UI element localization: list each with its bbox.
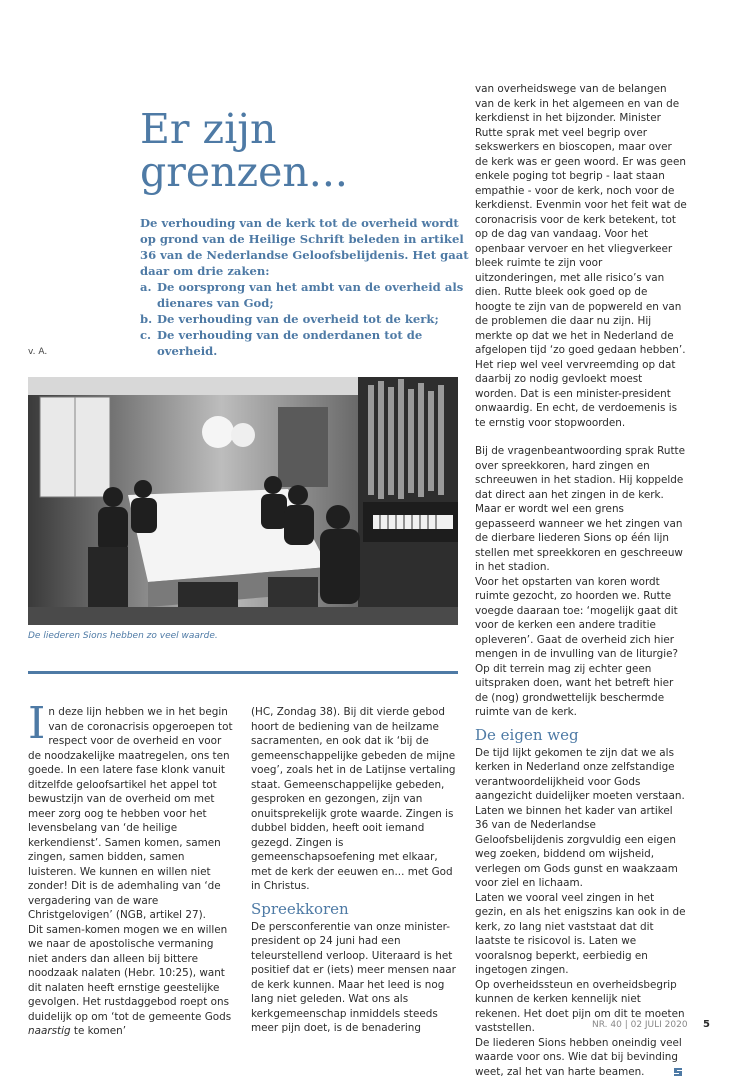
column-1 — [28, 705, 236, 1039]
lead-item-b: b. De verhouding van de overheid tot de kerk; — [140, 311, 470, 327]
title-line-2: grenzen... — [140, 151, 460, 194]
subheading-spreekkoren: Spreekkoren — [251, 900, 461, 918]
col3-paragraph-2: Bij de vragenbeantwoording sprak Rutte over spreekkoren, hard zingen en schreeuwen in het stadion. Hij koppelde dat direct aan het zingen in de kerk. Maar er wordt wel een grens gepasseerd wanneer we het zingen van de dierbare liederen Sions op één lijn stellen met spreekkoren en geschreeuw in het stadion. — [475, 444, 687, 575]
col3-paragraph-3: Voor het opstarten van koren wordt ruimte gezocht, zo hoorden we. Rutte voegde daaraan toe: ‘mogelijk gaat dit voor de kerken een andere traditie opleveren’. Gaat de overheid zich hier mengen in de invulling van de liturgie? Op dit terrein mag zij echter geen uitspraken doen, want het betreft hier de (nog) grondwettelijk beschermde ruimte van de kerk. — [475, 575, 687, 720]
col2-paragraph-1: (HC, Zondag 38). Bij dit vierde gebod hoort de bediening van de heilzame sacramenten, en ook dat ik ‘bij de gemeenschappelijke gebeden de mijne voeg’, zoals het in de Latijnse vertaling staat. Gemeenschappelijke gebeden, gesproken en gezongen, zijn van onuitsprekelijk grote waarde. Zingen is dubbel bidden, heeft ooit iemand gezegd. Zingen is gemeenschapsoefening met elkaar, met de kerk der eeuwen en... met God in Christus. — [251, 705, 461, 894]
lead-item-c: c. De verhouding van de onderdanen tot de overheid. — [140, 327, 470, 359]
lead-item-a: a. De oorsprong van het ambt van de overheid als dienares van God; — [140, 279, 470, 311]
column-2 — [251, 705, 461, 1036]
article-title — [140, 108, 460, 194]
subheading-eigen-weg: De eigen weg — [475, 726, 687, 744]
col1-paragraph-2: Dit samen-komen mogen we en willen we naar de apostolische vermaning niet anders dan alleen bij bittere noodzaak nalaten (Hebr. 10:25), want dit nalaten heeft ernstige geestelijke gevolgen. Het rustdaggebod roept ons duidelijk op om ‘tot de gemeente Gods naarstig te komen’ — [28, 923, 236, 1039]
photo-caption: De liederen Sions hebben zo veel waarde. — [28, 631, 218, 641]
col3-paragraph-4: De tijd lijkt gekomen te zijn dat we als kerken in Nederland onze zelfstandige verantwoordelijkheid voor Gods aangezicht duidelijker moeten verstaan. Laten we binnen het kader van artikel 36 van de Nederlandse Geloofsbelijdenis zorgvuldig een eigen weg zoeken, biddend om wijsheid, verlegen om Gods gunst en waakzaam voor ziel en lichaam. — [475, 746, 687, 891]
drop-cap: I — [28, 705, 45, 743]
column-3 — [475, 82, 687, 1079]
article-photo — [28, 377, 458, 625]
col3-paragraph-7: De liederen Sions hebben oneindig veel waarde voor ons. Wie dat bij bevinding weet, zal het van harte beamen. — [475, 1036, 687, 1079]
lead-intro: De verhouding van de kerk tot de overheid wordt op grond van de Heilige Schrift beleden in artikel 36 van de Nederlandse Geloofsbelijdenis. Het gaat daar om drie zaken: — [140, 215, 470, 279]
issue-info: NR. 40 | 02 JULI 2020 — [592, 1020, 688, 1030]
col3-paragraph-6: Op overheidssteun en overheidsbegrip kunnen de kerken kennelijk niet rekenen. Het doet pijn om dit te moeten vaststellen. — [475, 978, 687, 1036]
title-line-1: Er zijn — [140, 108, 460, 151]
col2-paragraph-2: De persconferentie van onze minister-president op 24 juni had een teleurstellend verloop. Uiteraard is het positief dat er (iets) meer mensen naar de kerk kunnen. Maar het leed is nog lang niet geleden. Wat ons als kerkgemeenschap inmiddels steeds meer pijn doet, is de benadering — [251, 920, 461, 1036]
col3-paragraph-5: Laten we vooral veel zingen in het gezin, en als het enigszins kan ook in de kerk, zo lang niet vaststaat dat dit laatste te risicovol is. Laten we vooralsnog beperkt, eerbiedig en ingetogen zingen. — [475, 891, 687, 978]
col3-paragraph-1: van overheidswege van de belangen van de kerk in het algemeen en van de kerkdienst in het bijzonder. Minister Rutte sprak met veel begrip over sekswerkers en bioscopen, maar over de kerk was er geen woord. Er was geen enkele poging tot begrip - laat staan empathie - voor de kerk, noch voor de kerkdienst. Evenmin voor het feit wat de coronacrisis voor de kerk betekent, tot op de dag van vandaag. Voor het openbaar vervoer en het vliegverkeer bleek ruimte te zijn voor uitzonderingen, met alle risico’s van dien. Rutte bleek ook goed op de hoogte te zijn van de popwereld en van de problemen die daar nu zijn. Hij merkte op dat we het in Nederland de afgelopen tijd ‘zo goed gedaan hebben’. Het riep wel veel vervreemding op dat daarbij zo nodig gevloekt moest worden. Dat is een minister-president onwaardig. En echt, de verdoemenis is te ernstig voor stopwoorden. — [475, 82, 687, 430]
page-number: 5 — [703, 1019, 710, 1030]
section-divider — [28, 671, 458, 674]
author-initials: v. A. — [28, 347, 47, 357]
end-mark-icon — [673, 1067, 683, 1077]
article-lead — [140, 215, 470, 359]
lead-list — [140, 279, 470, 359]
col1-paragraph-1: In deze lijn hebben we in het begin van de coronacrisis opgeroepen tot respect voor de overheid en voor de noodzakelijke maatregelen, ons ten goede. In een latere fase klonk vanuit ditzelfde geloofsartikel het appel tot bewustzijn van de overheid om met meer zorg oog te hebben voor het levensbelang van ‘de heilige kerkendienst’. Samen komen, samen zingen, samen bidden, samen luisteren. We kunnen en willen niet zonder! Dit is de ademhaling van ‘de vergadering van de ware Christgelovigen’ (NGB, artikel 27). — [28, 705, 236, 923]
